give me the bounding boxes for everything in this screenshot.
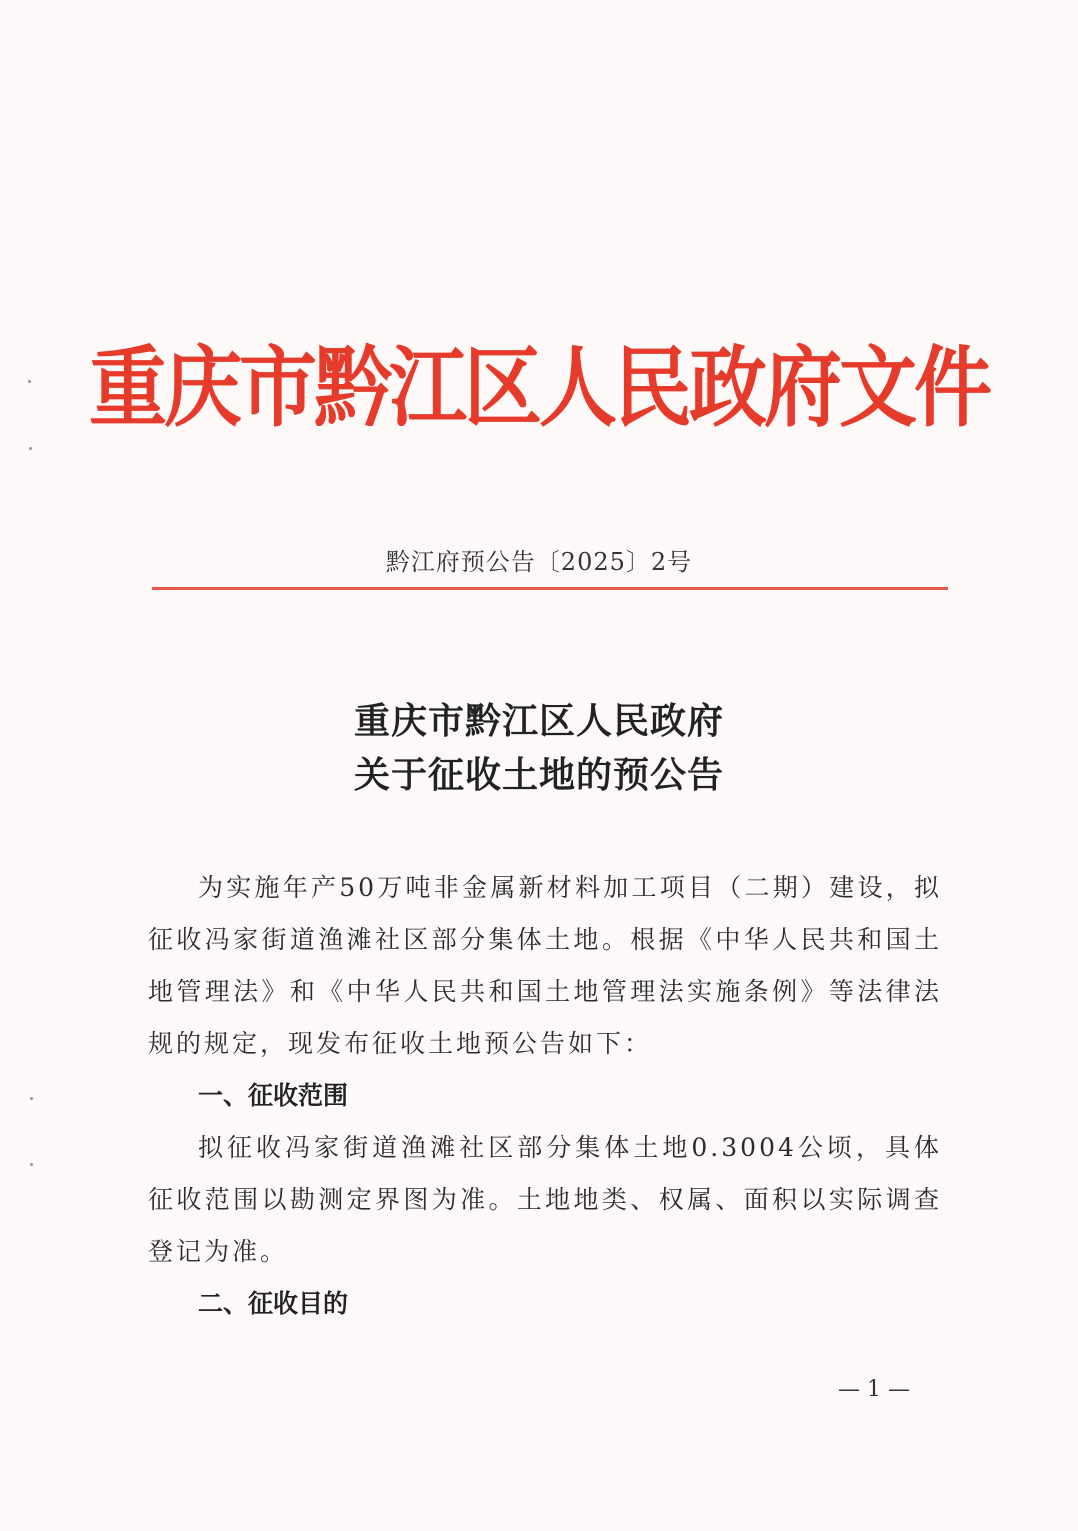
document-title-line-2: 关于征收土地的预公告 <box>353 754 724 796</box>
scan-speck <box>29 447 32 450</box>
masthead-divider-rule <box>152 587 948 590</box>
section-heading-purpose: 二、征收目的 <box>198 1289 349 1318</box>
document-body <box>148 862 942 1330</box>
section-scope-paragraph: 拟征收冯家街道渔滩社区部分集体土地0.3004公顷，具体征收范围以勘测定界图为准。土地地类、权属、面积以实际调查登记为准。 <box>148 1133 942 1266</box>
document-title-line-1: 重庆市黔江区人民政府 <box>353 700 724 742</box>
scan-speck <box>30 1163 33 1166</box>
document-number: 黔江府预公告〔2025〕2号 <box>385 548 693 576</box>
intro-paragraph: 为实施年产50万吨非金属新材料加工项目（二期）建设，拟征收冯家街道渔滩社区部分集体土地。根据《中华人民共和国土地管理法》和《中华人民共和国土地管理法实施条例》等法律法规的规定，现发布征收土地预公告如下： <box>148 873 942 1058</box>
document-masthead: 重庆市黔江区人民政府文件 <box>88 338 989 440</box>
scan-speck <box>30 1097 33 1100</box>
section-heading-scope: 一、征收范围 <box>198 1081 349 1110</box>
page-number: — 1 — <box>838 1377 910 1402</box>
